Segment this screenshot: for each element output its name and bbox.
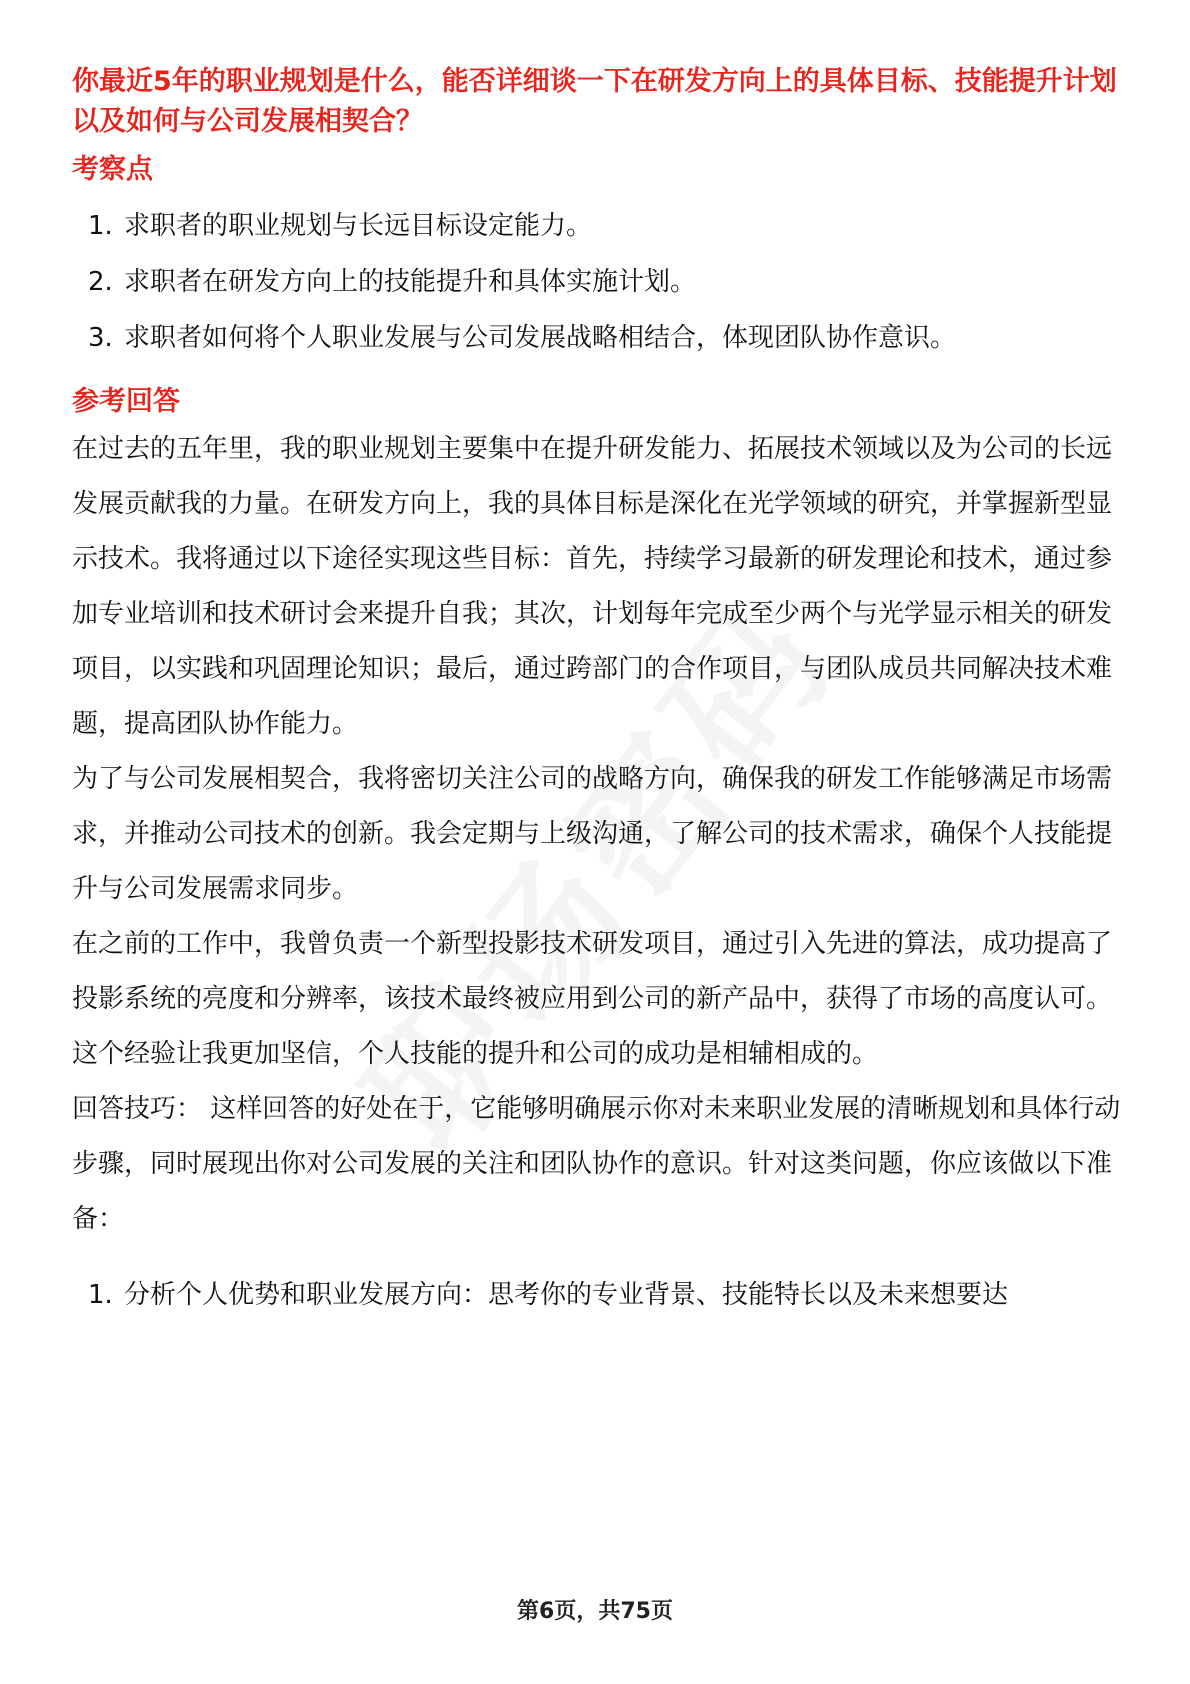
page-content	[72, 62, 1122, 1315]
list-item-text: 求职者在研发方向上的技能提升和具体实施计划。	[124, 267, 697, 297]
focus-points-list	[72, 208, 1122, 356]
page-number-footer: 第6页，共75页	[517, 1599, 673, 1624]
list-item	[72, 1275, 1122, 1315]
list-item-text: 分析个人优势和职业发展方向：思考你的专业背景、技能特长以及未来想要达	[124, 1280, 1009, 1310]
list-item	[72, 320, 1122, 356]
list-number: 1.	[88, 211, 113, 241]
list-item-text: 求职者的职业规划与长远目标设定能力。	[124, 211, 593, 241]
list-number: 1.	[88, 1280, 113, 1310]
list-item-text: 求职者如何将个人职业发展与公司发展战略相结合，体现团队协作意识。	[124, 323, 957, 353]
list-item	[72, 264, 1122, 300]
list-item	[72, 208, 1122, 244]
tips-paragraph: 回答技巧： 这样回答的好处在于，它能够明确展示你对未来职业发展的清晰规划和具体行动步骤，同时展现出你对公司发展的关注和团队协作的意识。针对这类问题，你应该做以下准备：	[72, 1094, 1121, 1234]
answer-paragraph: 在之前的工作中，我曾负责一个新型投影技术研发项目，通过引入先进的算法，成功提高了投影系统的亮度和分辨率，该技术最终被应用到公司的新产品中，获得了市场的高度认可。这个经验让我更加坚信，个人技能的提升和公司的成功是相辅相成的。	[72, 929, 1113, 1069]
question-title: 你最近5年的职业规划是什么，能否详细谈一下在研发方向上的具体目标、技能提升计划以及如何与公司发展相契合？	[72, 66, 1117, 137]
preparation-list	[72, 1275, 1122, 1315]
focus-heading: 考察点	[72, 154, 153, 185]
answer-paragraph: 为了与公司发展相契合，我将密切关注公司的战略方向，确保我的研发工作能够满足市场需求，并推动公司技术的创新。我会定期与上级沟通，了解公司的技术需求，确保个人技能提升与公司发展需求同步。	[72, 764, 1113, 904]
list-number: 2.	[88, 267, 113, 297]
answer-heading: 参考回答	[72, 386, 180, 417]
answer-paragraph: 在过去的五年里，我的职业规划主要集中在提升研发能力、拓展技术领域以及为公司的长远发展贡献我的力量。在研发方向上，我的具体目标是深化在光学领域的研究，并掌握新型显示技术。我将通过以下途径实现这些目标：首先，持续学习最新的研发理论和技术，通过参加专业培训和技术研讨会来提升自我；其次，计划每年完成至少两个与光学显示相关的研发项目，以实践和巩固理论知识；最后，通过跨部门的合作项目，与团队成员共同解决技术难题，提高团队协作能力。	[72, 434, 1113, 739]
list-number: 3.	[88, 323, 113, 353]
